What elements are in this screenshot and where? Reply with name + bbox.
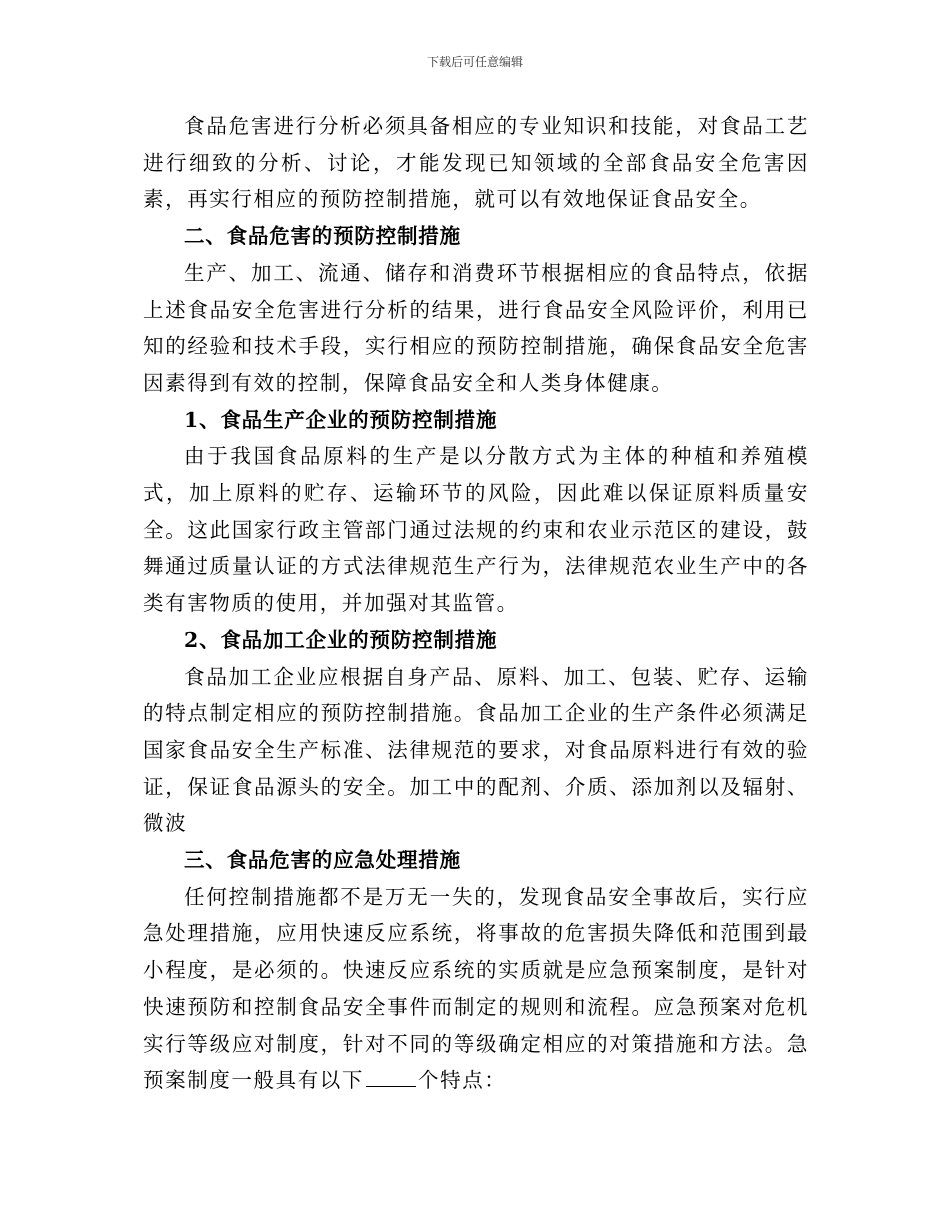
subsection-heading: 1、食品生产企业的预防控制措施 [184,407,498,432]
paragraph: 食品加工企业应根据自身产品、原料、加工、包装、贮存、运输的特点制定相应的预防控制措施。食品加工企业的生产条件必须满足国家食品安全生产标准、法律规范的要求，对食品原料进行有效的验证，保证食品源头的安全。加工中的配剂、介质、添加剂以及辐射、微波 [143,664,809,836]
page-header: 下载后可任意编辑 [426,55,523,69]
section-heading: 三、食品危害的应急处理措施 [184,848,461,873]
paragraph: 食品危害进行分析必须具备相应的专业知识和技能，对食品工艺进行细致的分析、讨论，才能发现已知领域的全部食品安全危害因素，再实行相应的预防控制措施，就可以有效地保证食品安全。 [143,114,809,212]
section-heading: 二、食品危害的预防控制措施 [184,224,461,249]
document-body [143,108,809,1099]
paragraph-tail: 个特点： [418,1068,507,1093]
paragraph-with-blank [143,879,809,1099]
fill-in-blank [366,1066,416,1088]
subsection-heading: 2、食品加工企业的预防控制措施 [184,627,498,652]
paragraph: 生产、加工、流通、储存和消费环节根据相应的食品特点，依据上述食品安全危害进行分析的结果，进行食品安全风险评价，利用已知的经验和技术手段，实行相应的预防控制措施，确保食品安全危害因素得到有效的控制，保障食品安全和人类身体健康。 [143,260,809,395]
paragraph-text: 任何控制措施都不是万无一失的，发现食品安全事故后，实行应急处理措施，应用快速反应系统，将事故的危害损失降低和范围到最小程度，是必须的。快速反应系统的实质就是应急预案制度，是针对快速预防和控制食品安全事件而制定的规则和流程。应急预案对危机实行等级应对制度，针对不同的等级确定相应的对策措施和方法。急预案制度一般具有以下 [143,884,809,1093]
paragraph: 由于我国食品原料的生产是以分散方式为主体的种植和养殖模式，加上原料的贮存、运输环节的风险，因此难以保证原料质量安全。这此国家行政主管部门通过法规的约束和农业示范区的建设，鼓舞通过质量认证的方式法律规范生产行为，法律规范农业生产中的各类有害物质的使用，并加强对其监管。 [143,444,809,616]
